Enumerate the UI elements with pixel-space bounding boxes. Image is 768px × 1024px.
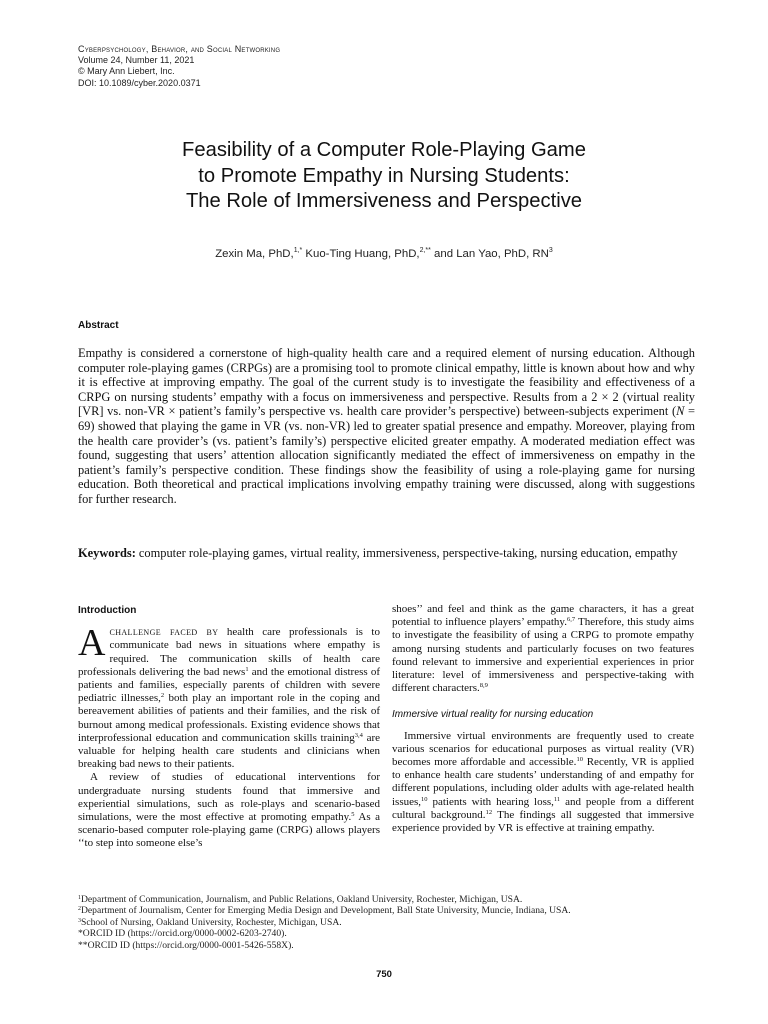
footnote-3-text: School of Nursing, Oakland University, Rochester, Michigan, USA. <box>81 916 342 928</box>
author-2-affiliation: 2,** <box>419 247 431 254</box>
lead-in-smallcaps: challenge faced by <box>109 626 219 639</box>
footnote-1-text: Department of Communication, Journalism, and Public Relations, Oakland University, Rochester, Michigan, USA. <box>81 894 523 905</box>
intro-p1-text-a: health care professionals is to communicate bad news in situations where empathy is required. The communication skills of health care professionals delivering the bad news <box>78 626 380 678</box>
left-column <box>78 604 380 851</box>
article-title <box>0 138 768 215</box>
keywords <box>78 546 695 561</box>
citation-11: 11 <box>553 795 561 803</box>
intro-p2-text-a: A review of studies of educational interventions for undergraduate nursing students found that immersive and experiential simulations, such as role-plays and scenario-based simulations, were the most effective at promoting empathy. <box>78 771 380 824</box>
footnote-2 <box>78 905 698 916</box>
right-p1-text-a: shoes’’ and feel and think as the game characters, it has a great potential to influence players’ empathy. <box>392 603 694 629</box>
subsection-heading: Immersive virtual reality for nursing education <box>392 709 594 721</box>
author-1: Zexin Ma, PhD, <box>215 248 294 260</box>
right-paragraph-2 <box>392 730 694 836</box>
journal-header <box>78 44 280 89</box>
intro-paragraph-1 <box>78 622 381 771</box>
orcid-2: **ORCID ID (https://orcid.org/0000-0001-5426-558X). <box>78 939 294 951</box>
orcid-1: *ORCID ID (https://orcid.org/0000-0002-6203-2740). <box>78 928 287 940</box>
keywords-list: computer role-playing games, virtual reality, immersiveness, perspective-taking, nursing education, empathy <box>135 546 678 560</box>
footnote-2-mark: 2 <box>78 906 81 913</box>
footnote-1-mark: 1 <box>78 895 81 901</box>
citation-10b: 10 <box>421 795 428 803</box>
author-1-affiliation: 1,* <box>293 247 303 254</box>
citation-5: 5 <box>351 811 355 819</box>
introduction-heading: Introduction <box>78 605 137 616</box>
journal-name: Cyberpsychology, Behavior, and Social Networking <box>78 44 281 54</box>
right-column <box>392 603 694 835</box>
author-list <box>0 247 768 260</box>
abstract-body <box>78 346 695 507</box>
right-paragraph-1 <box>392 603 694 695</box>
intro-p2-text-b: As a scenario-based computer role-playing game (CRPG) allows players ‘‘to step into someone else’s <box>78 811 380 850</box>
title-line-3: The Role of Immersiveness and Perspective <box>185 190 583 212</box>
title-line-1: Feasibility of a Computer Role-Playing Game <box>182 139 586 161</box>
abstract-sample-symbol: N <box>676 404 685 419</box>
right-p2-text-e: The findings all suggested that immersive experience provided by VR is effective at training empathy. <box>392 808 695 835</box>
intro-p1-text-b: and the emotional distress of patients and families, especially parents of children with severe pediatric illnesses, <box>78 665 380 705</box>
abstract-heading: Abstract <box>78 320 119 331</box>
right-p2-text-a: Immersive virtual environments are frequently used to create various scenarios for educational purposes as virtual reality (VR) becomes more affordable and accessible. <box>392 729 694 769</box>
doi: DOI: 10.1089/cyber.2020.0371 <box>78 77 201 88</box>
footnote-1 <box>78 894 698 905</box>
right-p2-text-b: Recently, VR is applied to enhance health care students’ understanding of and empathy for different populations, including older adults with age-related health issues, <box>392 756 694 808</box>
right-p1-text-b: Therefore, this study aims to investigate the feasibility of using a CRPG to promote empathy among nursing students and particularly focuses on two features found relevant to immersive and experiential experiences in prior literature: level of immersiveness and perspective-taking with different characters. <box>392 616 694 695</box>
footnotes <box>78 894 698 951</box>
author-3-affiliation: 3 <box>548 247 553 254</box>
footnote-3-mark: 3 <box>78 917 81 924</box>
intro-p1-text-d: are valuable for helping health care students and clinicians when breaking bad news to their patients. <box>78 731 381 771</box>
title-line-2: to Promote Empathy in Nursing Students: <box>198 164 570 187</box>
citation-1: 1 <box>245 665 249 673</box>
intro-p1-text-c: both play an important role in the coping and bereavement abilities of patients and their families, and the risk of burnout among medical professionals. Existing evidence shows that interprofessional education and communication skills training <box>78 692 380 744</box>
copyright: © Mary Ann Liebert, Inc. <box>78 66 175 77</box>
citation-6-7: 6,7 <box>566 616 576 624</box>
author-3: and Lan Yao, PhD, RN <box>430 248 549 260</box>
footnote-3 <box>78 917 698 928</box>
keywords-label: Keywords: <box>78 546 136 560</box>
citation-10a: 10 <box>576 756 583 764</box>
page-number: 750 <box>376 969 392 980</box>
citation-8-9: 8,9 <box>479 682 488 690</box>
footnote-2-text: Department of Journalism, Center for Emerging Media Design and Development, Ball State University, Muncie, Indiana, USA. <box>81 905 571 917</box>
citation-2: 2 <box>160 692 165 700</box>
volume-info: Volume 24, Number 11, 2021 <box>78 55 195 66</box>
intro-paragraph-2 <box>78 771 380 850</box>
citation-12: 12 <box>485 808 493 816</box>
right-p2-text-c: patients with hearing loss, <box>427 795 554 808</box>
drop-cap: A <box>78 622 106 665</box>
abstract-text-part-2: = 69) showed that playing the game in VR (vs. non-VR) led to greater spatial presence and empathy. Moreover, playing from the health care provider’s (vs. patient’s family’s) perspective elicited greater empathy. A moderated mediation effect was found, suggesting that users’ attention allocation significantly mediated the effect of immersiveness on empathy in the patient’s family’s perspective condition. These findings show the feasibility of using a role-playing game for nursing education. Both theoretical and practical implications involving empathy training were discussed, along with suggestions for further research. <box>78 404 696 506</box>
right-p2-text-d: and people from a different cultural background. <box>392 795 694 821</box>
abstract-text-part-1: Empathy is considered a cornerstone of high-quality health care and a required element of nursing education. Although computer role-playing games (CRPGs) are a promising tool to promote clinical empathy, little is known about how and why it is effective at improving empathy. The goal of the current study is to investigate the feasibility and effectiveness of a CRPG on nursing students’ empathy with a focus on immersiveness and perspective. Results from a 2 × 2 (virtual reality [VR] vs. non-VR × patient’s family’s perspective vs. health care provider’s perspective) between-subjects experiment ( <box>78 346 695 419</box>
citation-3-4: 3,4 <box>354 731 363 739</box>
author-2: Kuo-Ting Huang, PhD, <box>302 248 420 260</box>
